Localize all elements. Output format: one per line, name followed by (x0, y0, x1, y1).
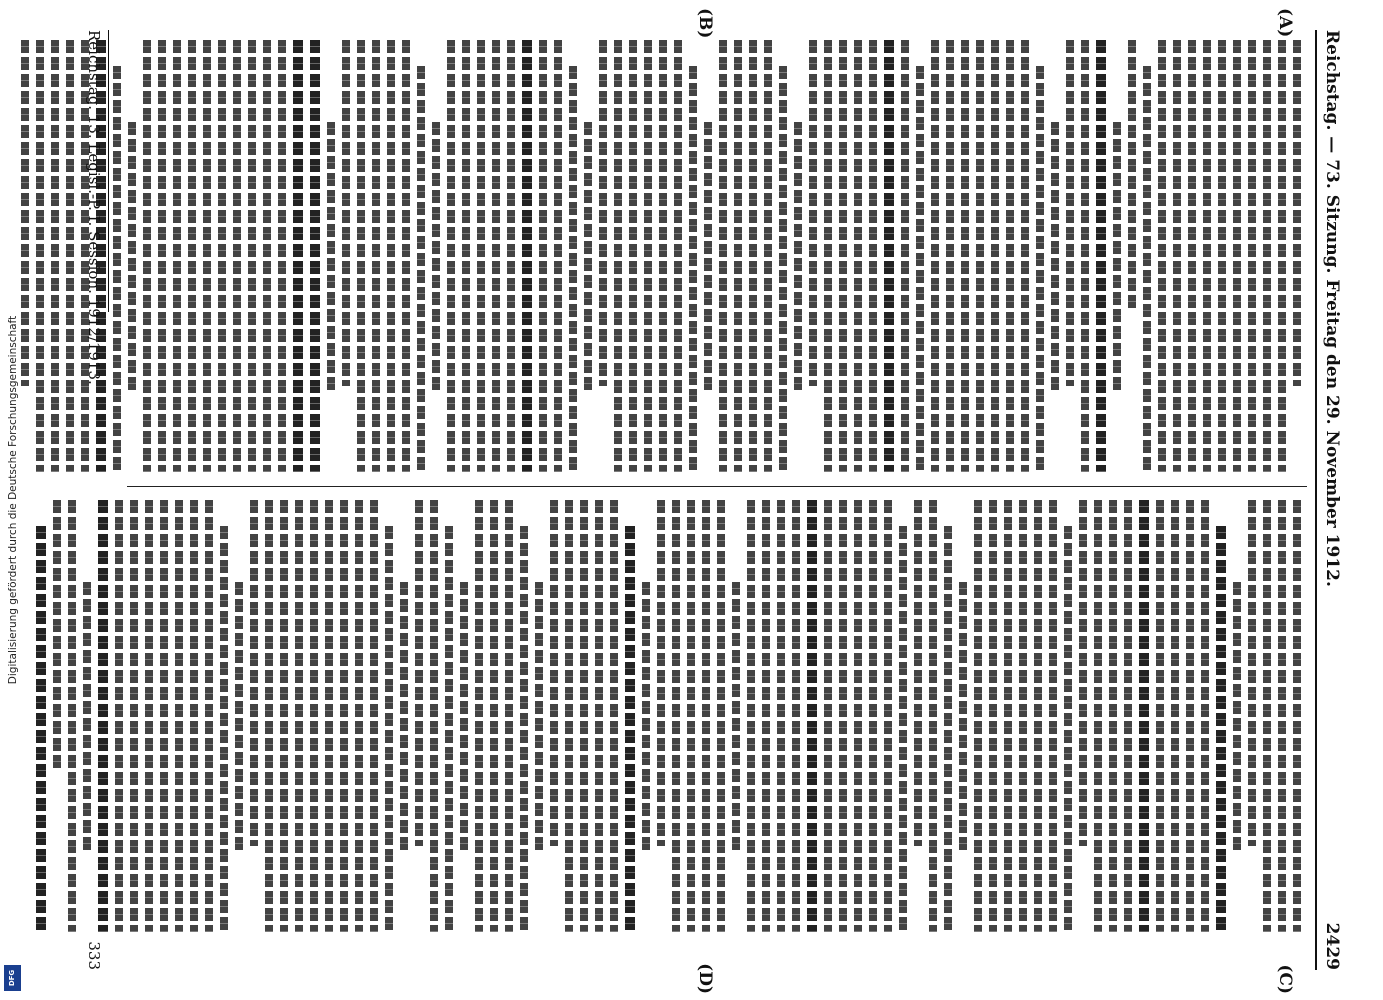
text-line (355, 500, 363, 932)
text-line (946, 40, 954, 472)
text-line (569, 66, 577, 472)
text-line (1094, 500, 1102, 932)
text-line (1263, 40, 1271, 472)
text-line (554, 40, 562, 472)
text-line (931, 40, 939, 472)
text-line (1173, 40, 1181, 472)
header-rule (1315, 30, 1317, 970)
text-line (807, 500, 817, 932)
text-line (522, 40, 532, 472)
rotated-page-sheet (55, 0, 1355, 1000)
text-line (989, 500, 997, 932)
text-line (128, 122, 136, 390)
text-line (492, 40, 500, 472)
text-line (1064, 526, 1072, 932)
text-line (1216, 526, 1226, 932)
text-line (884, 40, 894, 472)
text-line (402, 40, 410, 472)
text-line (1248, 40, 1256, 472)
text-line (869, 500, 877, 932)
text-line (1233, 582, 1241, 850)
text-line (974, 500, 982, 932)
text-line (145, 500, 153, 932)
text-line (278, 40, 286, 472)
text-line (689, 66, 697, 472)
scanned-page (26, 0, 1383, 1000)
text-line (839, 40, 847, 472)
text-line (248, 40, 256, 472)
text-line (1158, 40, 1166, 472)
text-line (749, 40, 757, 472)
margin-letter-c: (C) (1274, 964, 1295, 994)
text-line (824, 500, 832, 932)
page-number: 2429 (1321, 922, 1342, 970)
text-line (779, 66, 787, 472)
text-line (702, 500, 710, 932)
text-line (68, 500, 76, 932)
text-line (477, 40, 485, 472)
text-line (1171, 500, 1179, 932)
text-line (794, 122, 802, 390)
text-line (475, 500, 483, 932)
text-line (580, 500, 588, 932)
text-line (734, 40, 742, 472)
text-line (777, 500, 785, 932)
text-line (584, 122, 592, 390)
text-line (340, 500, 348, 932)
text-line (372, 40, 380, 472)
text-line (342, 40, 350, 386)
text-line (203, 40, 211, 472)
text-line (293, 40, 303, 472)
text-line (642, 582, 650, 850)
text-line (295, 500, 303, 932)
footer-sheet-number: 333 (84, 941, 103, 970)
digitization-note (0, 0, 26, 1000)
text-line (539, 40, 547, 472)
text-line (53, 500, 61, 768)
text-line (1188, 40, 1196, 472)
column-divider (127, 486, 1307, 487)
text-line (595, 500, 603, 932)
text-line (657, 500, 665, 846)
text-line (143, 40, 151, 472)
footer-rule (108, 30, 109, 312)
text-line (36, 526, 46, 932)
text-line (280, 500, 288, 932)
text-line (629, 40, 637, 472)
text-line (961, 40, 969, 472)
text-line (445, 526, 453, 932)
text-line (310, 500, 318, 932)
text-line (505, 500, 513, 932)
text-line (687, 500, 695, 932)
text-line (732, 582, 740, 850)
text-line (644, 40, 652, 472)
text-line (792, 500, 800, 932)
text-line (1248, 500, 1256, 846)
text-line (1096, 40, 1106, 472)
text-line (1034, 500, 1042, 932)
text-line (1143, 66, 1151, 472)
text-line (1109, 500, 1117, 932)
text-line (1156, 500, 1164, 932)
text-line (1128, 40, 1136, 308)
dfg-logo (4, 965, 21, 991)
text-line (447, 40, 455, 472)
text-line (659, 40, 667, 472)
text-line (1263, 500, 1271, 932)
text-line (869, 40, 877, 472)
text-line (535, 582, 543, 850)
text-line (901, 40, 909, 472)
text-line (1081, 40, 1089, 472)
text-line (1139, 500, 1149, 932)
text-column-right (127, 500, 1307, 932)
text-line (250, 500, 258, 846)
margin-letter-d: (D) (694, 963, 715, 994)
text-line (1113, 122, 1121, 390)
margin-letter-a: (A) (1274, 8, 1295, 38)
text-line (1051, 122, 1059, 390)
text-line (387, 40, 395, 472)
text-line (614, 40, 622, 472)
text-line (430, 500, 438, 932)
text-line (1186, 500, 1194, 932)
text-line (824, 40, 832, 472)
text-line (460, 582, 468, 850)
text-line (1278, 40, 1286, 472)
text-line (914, 500, 922, 846)
text-line (1201, 500, 1209, 932)
text-line (265, 500, 273, 932)
running-header: Reichstag. — 73. Sitzung. Freitag den 29. November 1912. (1321, 30, 1342, 587)
text-line (36, 40, 44, 472)
text-line (417, 66, 425, 472)
text-column-left (127, 40, 1307, 472)
text-line (1006, 40, 1014, 472)
text-line (188, 40, 196, 472)
text-line (1293, 40, 1301, 386)
text-line (672, 500, 680, 932)
text-line (1293, 500, 1301, 932)
text-line (490, 500, 498, 932)
text-line (1019, 500, 1027, 932)
text-line (160, 500, 168, 932)
text-line (205, 500, 213, 932)
text-line (1049, 500, 1057, 932)
text-line (1021, 40, 1029, 472)
text-line (884, 500, 892, 932)
text-line (130, 500, 138, 932)
text-line (1079, 500, 1087, 846)
text-line (762, 500, 770, 932)
text-line (357, 40, 365, 472)
text-line (704, 122, 712, 390)
text-line (520, 526, 528, 932)
text-line (1124, 500, 1132, 932)
text-line (370, 500, 378, 932)
text-line (599, 40, 607, 386)
text-line (1218, 40, 1226, 472)
text-line (854, 500, 862, 932)
text-line (1203, 40, 1211, 472)
text-line (610, 500, 618, 932)
text-line (959, 582, 967, 850)
text-line (190, 500, 198, 932)
text-line (764, 40, 772, 472)
text-line (916, 66, 924, 472)
text-line (809, 40, 817, 386)
text-line (327, 122, 335, 390)
text-line (310, 40, 320, 472)
text-line (158, 40, 166, 472)
text-line (1004, 500, 1012, 932)
text-line (325, 500, 333, 932)
text-line (415, 500, 423, 846)
text-line (550, 500, 558, 846)
text-line (1278, 500, 1286, 932)
text-line (717, 500, 725, 932)
text-line (263, 40, 271, 472)
page-header (1319, 30, 1345, 970)
text-line (400, 582, 408, 850)
text-line (1066, 40, 1074, 386)
text-line (218, 40, 226, 472)
text-line (173, 40, 181, 472)
text-line (929, 500, 937, 932)
text-line (991, 40, 999, 472)
text-line (944, 526, 952, 932)
dfg-logo-label: DFG (8, 969, 17, 987)
text-line (220, 526, 228, 932)
text-line (462, 40, 470, 472)
text-line (113, 66, 121, 472)
text-line (565, 500, 573, 932)
text-line (747, 500, 755, 932)
text-line (674, 40, 682, 472)
text-line (51, 40, 59, 472)
text-line (839, 500, 847, 932)
footer-reference: Reichstag. 13. Legisl.-P. I. Session. 1912/1913. (84, 30, 103, 385)
text-line (175, 500, 183, 932)
text-line (432, 122, 440, 390)
text-line (1233, 40, 1241, 472)
text-line (625, 526, 635, 932)
margin-letter-b: (B) (694, 8, 715, 39)
text-line (235, 582, 243, 850)
text-line (1036, 66, 1044, 472)
text-line (899, 526, 907, 932)
text-line (854, 40, 862, 472)
text-line (719, 40, 727, 472)
text-line (115, 500, 123, 932)
text-line (66, 40, 74, 472)
funding-note-text: Digitalisierung gefördert durch die Deutsche Forschungsgemeinschaft (7, 315, 19, 685)
text-line (507, 40, 515, 472)
text-line (976, 40, 984, 472)
page-footer (81, 30, 103, 970)
text-line (385, 526, 393, 932)
text-line (233, 40, 241, 472)
